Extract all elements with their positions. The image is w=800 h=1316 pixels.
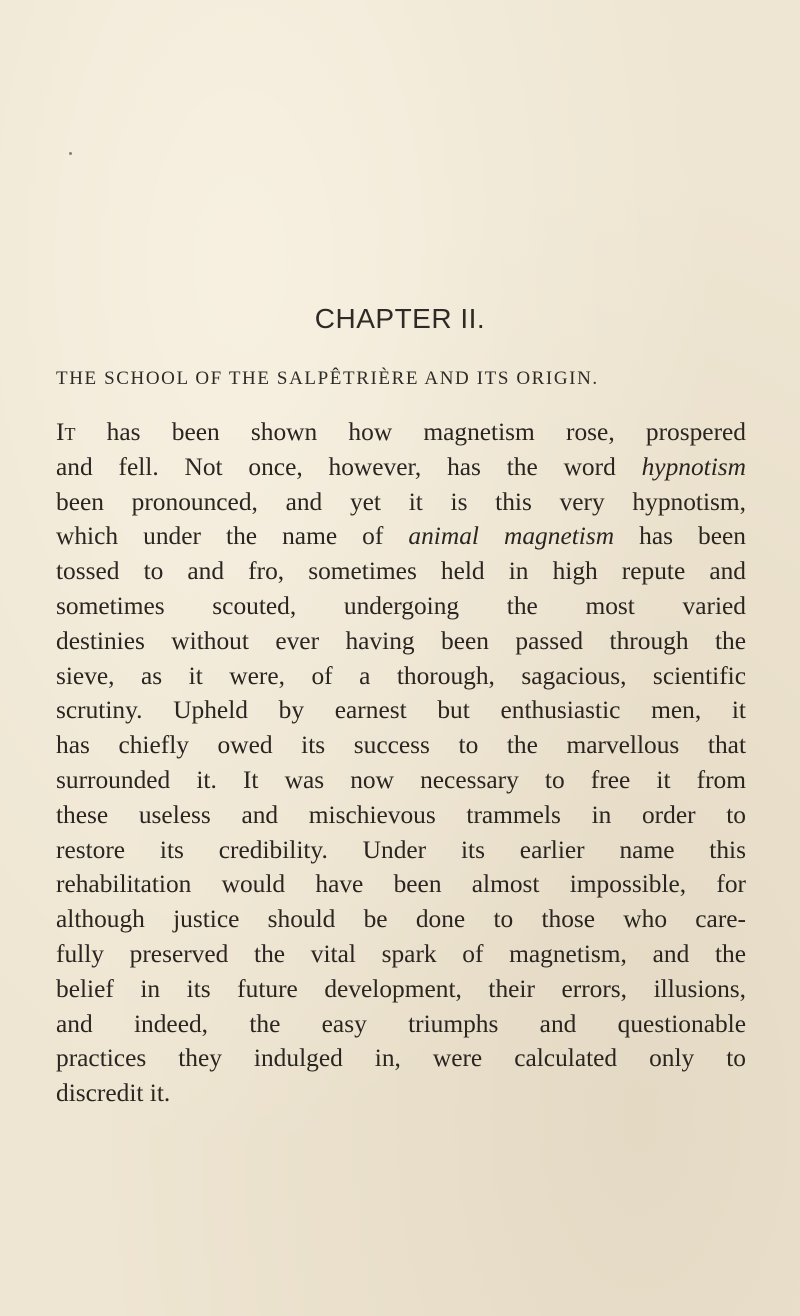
text-line: and fell. Not once, however, has the word hypnotism bbox=[56, 452, 746, 481]
text-line: although justice should be done to those who care- bbox=[56, 905, 746, 934]
text-line: restore its credibility. Under its earlier name this bbox=[56, 835, 746, 864]
text-line: been pronounced, and yet it is this very hypnotism, bbox=[56, 487, 746, 516]
text-line: belief in its future development, their errors, illusions, bbox=[56, 974, 746, 1003]
body-paragraph bbox=[56, 415, 746, 1111]
text-line: destinies without ever having been passed through the bbox=[56, 626, 746, 655]
text-line: which under the name of animal magnetism has been bbox=[56, 522, 746, 551]
chapter-heading: CHAPTER II. bbox=[314, 303, 486, 334]
text-line: practices they indulged in, were calculated only to bbox=[56, 1044, 746, 1073]
text-line: fully preserved the vital spark of magnetism, and the bbox=[56, 939, 746, 968]
text-line: It has been shown how magnetism rose, prospered bbox=[56, 418, 746, 446]
text-line: surrounded it. It was now necessary to free it from bbox=[56, 765, 746, 794]
page-blemish bbox=[69, 152, 72, 155]
text-line: rehabilitation would have been almost impossible, for bbox=[56, 870, 746, 899]
text-line: discredit it. bbox=[56, 1079, 171, 1108]
text-line: scrutiny. Upheld by earnest but enthusiastic men, it bbox=[56, 696, 746, 725]
text-line: tossed to and fro, sometimes held in high repute and bbox=[56, 557, 746, 586]
text-line: sieve, as it were, of a thorough, sagacious, scientific bbox=[56, 661, 746, 690]
italic-term: hypnotism bbox=[641, 452, 746, 481]
text-line: has chiefly owed its success to the marvellous that bbox=[56, 731, 746, 760]
text-line: sometimes scouted, undergoing the most varied bbox=[56, 591, 746, 620]
text-line: these useless and mischievous trammels in order to bbox=[56, 800, 746, 829]
text-line: and indeed, the easy triumphs and questionable bbox=[56, 1009, 746, 1038]
chapter-subtitle: THE SCHOOL OF THE SALPÊTRIÈRE AND ITS ORIGIN. bbox=[56, 368, 599, 389]
drop-word: It bbox=[56, 418, 76, 446]
italic-term: animal magnetism bbox=[408, 522, 615, 551]
